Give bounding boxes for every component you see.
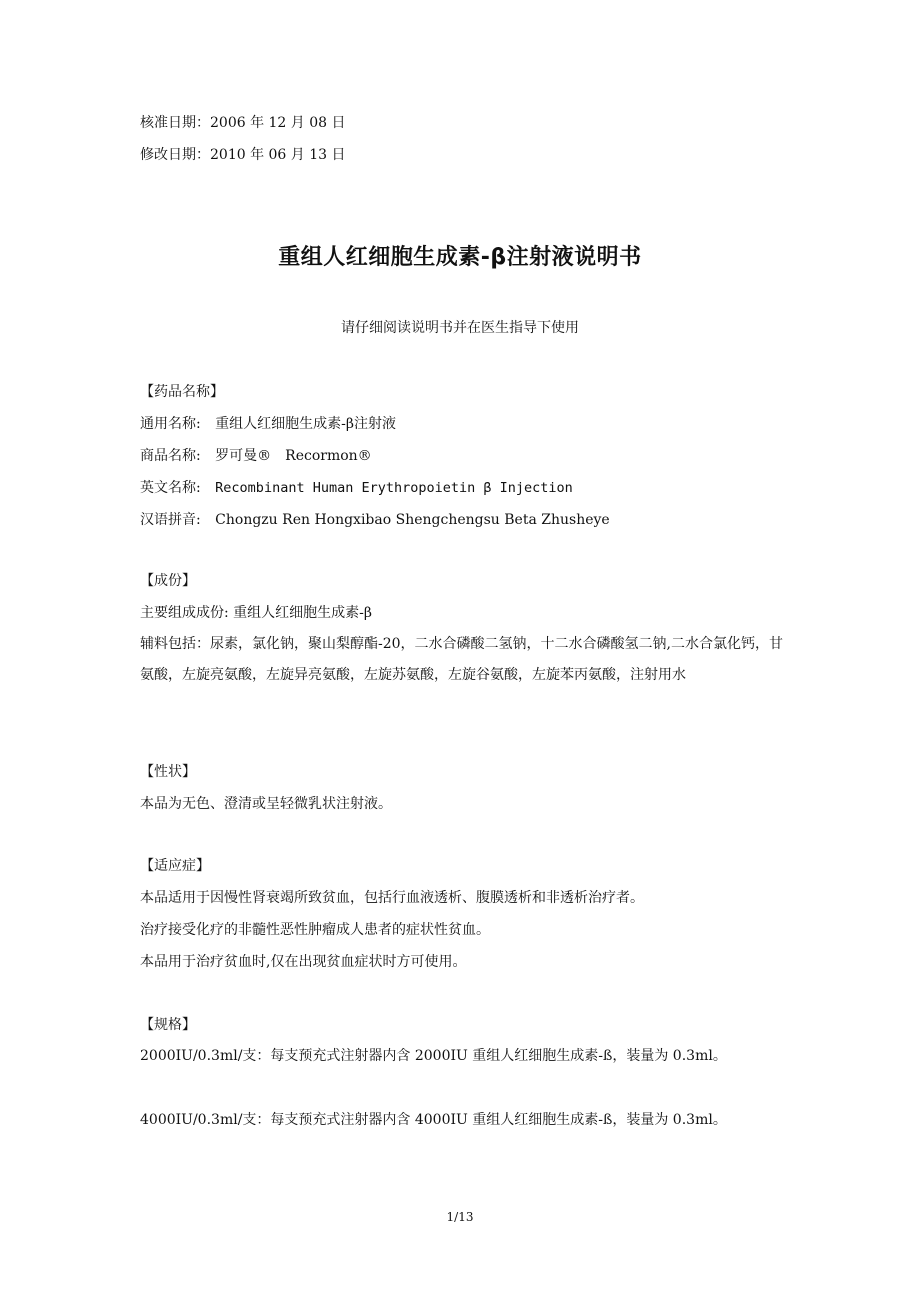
revision-date: 修改日期：2010 年 06 月 13 日 [140,147,346,163]
description-text: 本品为无色、澄清或呈轻微乳状注射液。 [140,796,392,812]
indication-line-3: 本品用于治疗贫血时,仅在出现贫血症状时方可使用。 [140,954,467,970]
section-heading-specification: 【规格】 [140,1017,196,1033]
english-name-label: 英文名称: [140,480,201,496]
trade-name-value: 罗可曼® Recormon® [215,448,372,464]
trade-name-label: 商品名称: [140,448,201,464]
section-heading-indications: 【适应症】 [140,858,210,874]
generic-name-row [140,414,396,434]
pinyin-name-row [140,510,610,530]
page-number: 1/13 [446,1210,474,1224]
section-heading-composition: 【成份】 [140,573,196,589]
trade-name-row [140,446,372,466]
section-heading-drug-name: 【药品名称】 [140,384,224,400]
english-name-row [140,478,573,498]
specification-item-1: 2000IU/0.3ml/支：每支预充式注射器内含 2000IU 重组人红细胞生成素-ß，装量为 0.3ml。 [140,1048,727,1064]
specification-item-2: 4000IU/0.3ml/支：每支预充式注射器内含 4000IU 重组人红细胞生成素-ß，装量为 0.3ml。 [140,1112,727,1128]
generic-name-value: 重组人红细胞生成素-β注射液 [215,416,396,432]
composition-main: 主要组成成份: 重组人红细胞生成素-β [140,605,372,621]
indication-line-1: 本品适用于因慢性肾衰竭所致贫血，包括行血液透析、腹膜透析和非透析治疗者。 [140,890,644,906]
english-name-value: Recombinant Human Erythropoietin β Injection [215,480,573,496]
section-heading-description: 【性状】 [140,764,196,780]
document-title: 重组人红细胞生成素-β注射液说明书 [278,245,642,270]
generic-name-label: 通用名称: [140,416,201,432]
pinyin-name-label: 汉语拼音: [140,512,201,528]
approval-date: 核准日期：2006 年 12 月 08 日 [140,115,346,131]
indication-line-2: 治疗接受化疗的非髓性恶性肿瘤成人患者的症状性贫血。 [140,922,490,938]
pinyin-name-value: Chongzu Ren Hongxibao Shengchengsu Beta Zhusheye [215,512,610,528]
document-subtitle: 请仔细阅读说明书并在医生指导下使用 [341,320,579,336]
composition-excipients: 辅料包括：尿素，氯化钠，聚山梨醇酯-20，二水合磷酸二氢钠，十二水合磷酸氢二钠,二水合氯化钙，甘氨酸，左旋亮氨酸，左旋异亮氨酸，左旋苏氨酸，左旋谷氨酸，左旋苯丙氨酸，注射用水 [140,636,783,683]
